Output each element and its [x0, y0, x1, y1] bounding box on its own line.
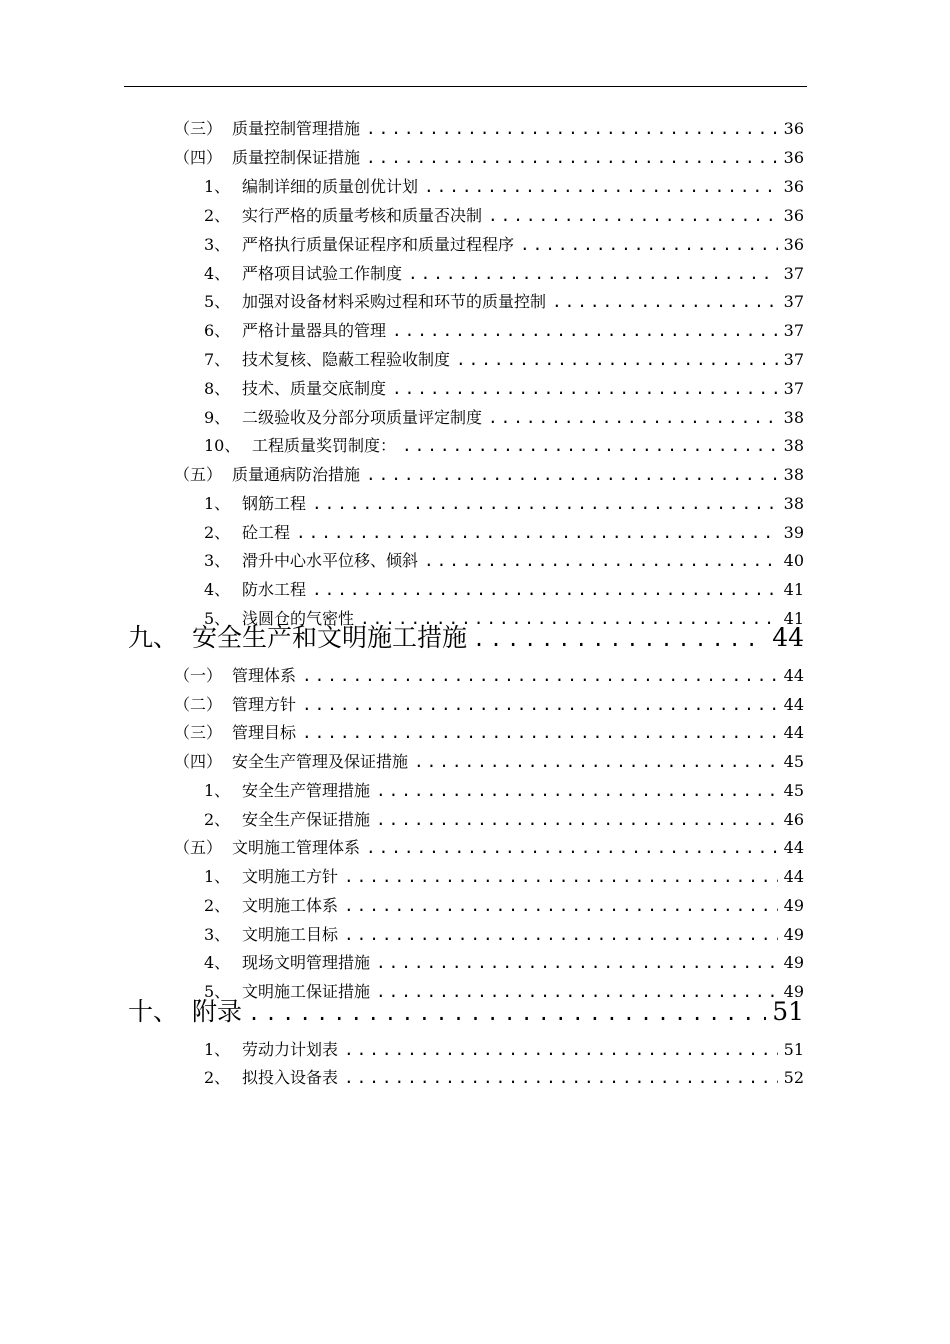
toc-entry[interactable]: [204, 1065, 804, 1091]
toc-entry-number: 4、: [204, 953, 231, 972]
toc-entry-number: （三）: [174, 119, 223, 138]
toc-dot-leader: [473, 621, 766, 657]
toc-entry-number: 1、: [204, 177, 231, 196]
toc-entry-title: 管理体系: [232, 666, 297, 685]
toc-entry[interactable]: [174, 749, 804, 775]
toc-entry-number: （三）: [174, 723, 223, 742]
toc-dot-leader: [424, 548, 778, 574]
toc-entry-number: 7、: [204, 350, 231, 369]
toc-entry-page: 39: [783, 523, 804, 542]
toc-entry[interactable]: [204, 778, 804, 804]
toc-entry-title: 严格项目试验工作制度: [242, 264, 403, 283]
toc-dot-leader: [344, 922, 778, 948]
toc-entry[interactable]: [174, 720, 804, 746]
toc-entry-page: 51: [783, 1040, 804, 1059]
toc-entry-title: 文明施工管理体系: [232, 838, 361, 857]
toc-entry-number: 5、: [204, 982, 231, 1001]
toc-entry-number: 1、: [204, 781, 231, 800]
toc-entry[interactable]: [204, 548, 804, 574]
toc-entry-page: 51: [772, 997, 804, 1026]
toc-entry[interactable]: [204, 405, 804, 431]
toc-entry[interactable]: [204, 203, 804, 229]
toc-dot-leader: [344, 1037, 778, 1063]
toc-entry-number: （一）: [174, 666, 223, 685]
toc-dot-leader: [520, 232, 778, 258]
toc-entry-number: 6、: [204, 321, 231, 340]
toc-entry-page: 52: [783, 1068, 804, 1087]
toc-entry-number: 9、: [204, 408, 231, 427]
toc-dot-leader: [344, 893, 778, 919]
toc-entry[interactable]: [204, 318, 804, 344]
toc-entry-number: 2、: [204, 1068, 231, 1087]
toc-entry-title: 严格计量器具的管理: [242, 321, 387, 340]
toc-dot-leader: [414, 749, 778, 775]
toc-dot-leader: [488, 203, 778, 229]
toc-entry-title: 技术复核、隐蔽工程验收制度: [242, 350, 451, 369]
toc-entry-title: 文明施工保证措施: [242, 982, 371, 1001]
toc-entry-page: 36: [783, 235, 804, 254]
toc-dot-leader: [376, 778, 778, 804]
toc-entry-number: 3、: [204, 925, 231, 944]
toc-entry-title: 浅圆仓的气密性: [242, 609, 355, 628]
toc-entry-number: 3、: [204, 551, 231, 570]
toc-entry-title: 技术、质量交底制度: [242, 379, 387, 398]
toc-entry-page: 38: [783, 465, 804, 484]
toc-entry-page: 41: [783, 609, 804, 628]
toc-entry-page: 37: [783, 379, 804, 398]
toc-entry-number: 1、: [204, 494, 231, 513]
toc-entry-number: 十、: [128, 997, 179, 1026]
toc-entry-title: 拟投入设备表: [242, 1068, 339, 1087]
toc-entry-page: 49: [783, 953, 804, 972]
toc-entry-page: 44: [783, 838, 804, 857]
toc-entry-page: 45: [783, 781, 804, 800]
toc-entry-page: 45: [783, 752, 804, 771]
toc-dot-leader: [366, 462, 778, 488]
toc-dot-leader: [366, 835, 778, 861]
toc-entry-page: 37: [783, 321, 804, 340]
toc-entry-number: （五）: [174, 465, 223, 484]
toc-entry[interactable]: [204, 950, 804, 976]
toc-entry-page: 49: [783, 982, 804, 1001]
toc-dot-leader: [408, 261, 778, 287]
toc-entry-title: 安全生产管理措施: [242, 781, 371, 800]
toc-entry[interactable]: [174, 116, 804, 142]
toc-entry-number: 2、: [204, 896, 231, 915]
toc-entry-title: 质量控制管理措施: [232, 119, 361, 138]
toc-entry-title: 安全生产和文明施工措施: [192, 623, 468, 652]
toc-entry-number: 4、: [204, 264, 231, 283]
toc-entry-number: 5、: [204, 292, 231, 311]
toc-dot-leader: [312, 577, 778, 603]
toc-entry-title: 安全生产保证措施: [242, 810, 371, 829]
toc-entry-page: 49: [783, 896, 804, 915]
toc-entry-page: 44: [783, 723, 804, 742]
toc-entry-title: 防水工程: [242, 580, 307, 599]
toc-entry-title: 文明施工目标: [242, 925, 339, 944]
toc-entry-page: 36: [783, 119, 804, 138]
toc-dot-leader: [552, 289, 778, 315]
toc-entry-number: 5、: [204, 609, 231, 628]
toc-entry-title: 管理目标: [232, 723, 297, 742]
toc-entry-page: 46: [783, 810, 804, 829]
toc-dot-leader: [456, 347, 778, 373]
toc-entry-page: 37: [783, 264, 804, 283]
toc-dot-leader: [366, 145, 778, 171]
toc-entry-page: 36: [783, 148, 804, 167]
toc-entry[interactable]: [204, 1037, 804, 1063]
toc-entry-page: 37: [783, 350, 804, 369]
toc-dot-leader: [296, 520, 778, 546]
toc-entry-page: 44: [783, 666, 804, 685]
toc-entry-number: （四）: [174, 148, 223, 167]
toc-entry[interactable]: [204, 232, 804, 258]
toc-entry-number: （二）: [174, 695, 223, 714]
toc-entry[interactable]: [204, 577, 804, 603]
toc-entry-page: 36: [783, 177, 804, 196]
toc-entry[interactable]: [204, 433, 804, 459]
toc-entry[interactable]: [174, 663, 804, 689]
toc-entry-title: 现场文明管理措施: [242, 953, 371, 972]
toc-entry-page: 44: [783, 695, 804, 714]
toc-dot-leader: [302, 663, 778, 689]
toc-entry-title: 附录: [192, 997, 243, 1026]
toc-dot-leader: [366, 116, 778, 142]
toc-dot-leader: [392, 376, 778, 402]
toc-entry-number: 九、: [128, 623, 179, 652]
toc-entry-title: 劳动力计划表: [242, 1040, 339, 1059]
toc-dot-leader: [424, 174, 778, 200]
toc-dot-leader: [376, 807, 778, 833]
toc-entry-title: 文明施工体系: [242, 896, 339, 915]
toc-dot-leader: [344, 1065, 778, 1091]
toc-dot-leader: [302, 692, 778, 718]
toc-chapter-entry[interactable]: [128, 620, 804, 656]
toc-entry-title: 二级验收及分部分项质量评定制度: [242, 408, 483, 427]
toc-entry[interactable]: [204, 261, 804, 287]
toc-dot-leader: [376, 950, 778, 976]
toc-entry-title: 加强对设备材料采购过程和环节的质量控制: [242, 292, 547, 311]
toc-entry-page: 41: [783, 580, 804, 599]
toc-entry-title: 钢筋工程: [242, 494, 307, 513]
toc-entry-number: 8、: [204, 379, 231, 398]
toc-entry[interactable]: [204, 491, 804, 517]
toc-entry-title: 文明施工方针: [242, 867, 339, 886]
toc-entry-title: 管理方针: [232, 695, 297, 714]
toc-dot-leader: [488, 405, 778, 431]
toc-entry[interactable]: [204, 864, 804, 890]
toc-entry-number: 1、: [204, 867, 231, 886]
toc-entry-page: 38: [783, 408, 804, 427]
toc-entry-number: 1、: [204, 1040, 231, 1059]
toc-entry-title: 严格执行质量保证程序和质量过程程序: [242, 235, 515, 254]
toc-chapter-entry[interactable]: [128, 994, 804, 1030]
toc-entry-page: 37: [783, 292, 804, 311]
toc-entry[interactable]: [204, 174, 804, 200]
toc-dot-leader: [344, 864, 778, 890]
toc-entry[interactable]: [204, 347, 804, 373]
toc-entry[interactable]: [204, 376, 804, 402]
toc-entry[interactable]: [174, 692, 804, 718]
toc-entry[interactable]: [204, 893, 804, 919]
toc-entry[interactable]: [204, 289, 804, 315]
toc-entry-title: 砼工程: [242, 523, 291, 542]
toc-entry[interactable]: [204, 520, 804, 546]
toc-entry-page: 40: [783, 551, 804, 570]
toc-dot-leader: [248, 995, 766, 1031]
toc-entry-page: 44: [772, 623, 804, 652]
toc-dot-leader: [392, 318, 778, 344]
toc-entry[interactable]: [204, 807, 804, 833]
toc-entry-page: 49: [783, 925, 804, 944]
toc-entry-number: （五）: [174, 838, 223, 857]
toc-dot-leader: [302, 720, 778, 746]
toc-entry-number: 2、: [204, 810, 231, 829]
toc-entry[interactable]: [174, 145, 804, 171]
toc-entry-number: 10、: [204, 436, 241, 455]
toc-entry-page: 36: [783, 206, 804, 225]
toc-entry[interactable]: [204, 922, 804, 948]
toc-entry-number: 2、: [204, 523, 231, 542]
toc-entry-number: 3、: [204, 235, 231, 254]
toc-entry-number: 4、: [204, 580, 231, 599]
toc-entry-title: 工程质量奖罚制度：: [252, 436, 397, 455]
toc-entry-title: 质量控制保证措施: [232, 148, 361, 167]
toc-entry-page: 38: [783, 494, 804, 513]
toc-entry-number: （四）: [174, 752, 223, 771]
toc-entry-title: 质量通病防治措施: [232, 465, 361, 484]
toc-entry-page: 38: [783, 436, 804, 455]
toc-dot-leader: [402, 433, 778, 459]
toc-entry-title: 安全生产管理及保证措施: [232, 752, 409, 771]
toc-entry-title: 编制详细的质量创优计划: [242, 177, 419, 196]
toc-entry-title: 实行严格的质量考核和质量否决制: [242, 206, 483, 225]
toc-entry[interactable]: [174, 462, 804, 488]
toc-entry-number: 2、: [204, 206, 231, 225]
toc-entry[interactable]: [174, 835, 804, 861]
toc-entry-title: 滑升中心水平位移、倾斜: [242, 551, 419, 570]
toc-dot-leader: [312, 491, 778, 517]
toc-entry-page: 44: [783, 867, 804, 886]
